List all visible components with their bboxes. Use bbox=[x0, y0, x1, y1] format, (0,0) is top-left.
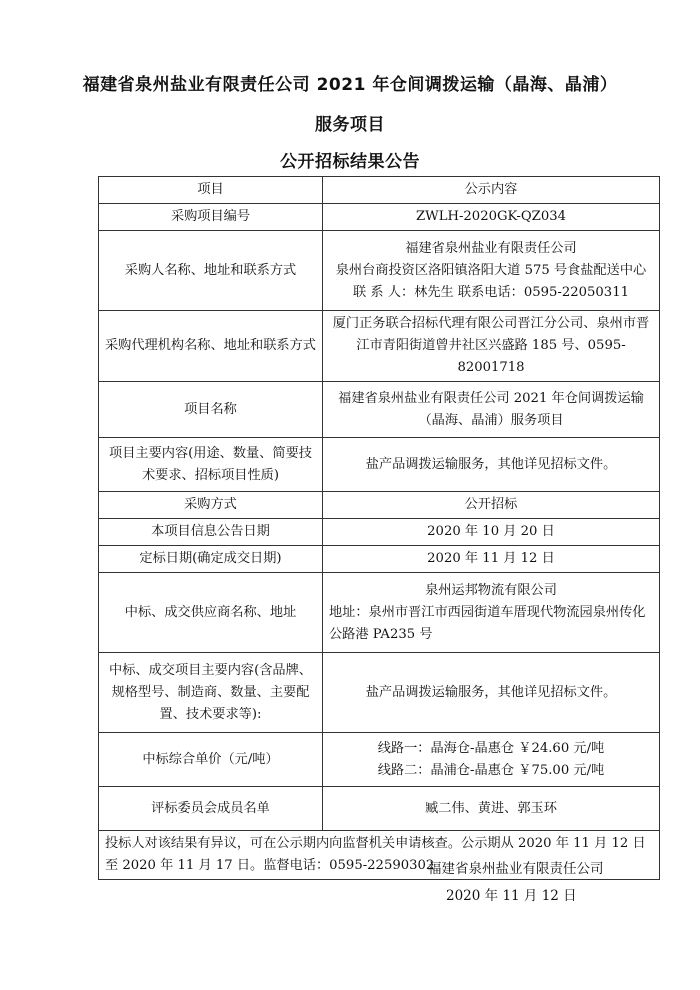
row-label: 评标委员会成员名单 bbox=[99, 787, 323, 831]
document-title-line1: 福建省泉州盐业有限责任公司 2021 年仓间调拨运输（晶海、晶浦） bbox=[82, 75, 618, 95]
table-row bbox=[99, 733, 660, 787]
row-value bbox=[323, 311, 660, 382]
value-line: 泉州运邦物流有限公司 bbox=[425, 582, 557, 598]
row-value bbox=[323, 382, 660, 438]
row-label: 项目主要内容(用途、数量、简要技术要求、招标项目性质) bbox=[99, 438, 323, 492]
table-row bbox=[99, 573, 660, 653]
header-content: 公示内容 bbox=[323, 177, 660, 204]
document-title-line2: 服务项目 bbox=[315, 115, 385, 135]
objection-notice: 投标人对该结果有异议，可在公示期内向监督机关申请核查。公示期从 2020 年 11 月 12 日至 2020 年 11 月 17 日。监督电话：0595-22590302 bbox=[99, 831, 660, 880]
row-value bbox=[323, 204, 660, 231]
table-row bbox=[99, 787, 660, 831]
signature-company: 福建省泉州盐业有限责任公司 bbox=[428, 861, 604, 877]
row-label: 项目名称 bbox=[99, 382, 323, 438]
value-line: 厦门正务联合招标代理有限公司晋江分公司、泉州市晋江市青阳街道曾井社区兴盛路 185 号、0595-82001718 bbox=[332, 316, 650, 375]
value-line: ZWLH-2020GK-QZ034 bbox=[415, 209, 567, 224]
row-value bbox=[323, 546, 660, 573]
table-row bbox=[99, 519, 660, 546]
value-line: 线路一：晶海仓-晶惠仓 ￥24.60 元/吨 bbox=[377, 740, 605, 756]
value-line: 2020 年 10 月 20 日 bbox=[427, 524, 555, 539]
value-line: 2020 年 11 月 12 日 bbox=[427, 551, 555, 566]
row-value bbox=[323, 573, 660, 653]
row-label: 中标综合单价（元/吨） bbox=[99, 733, 323, 787]
row-label: 本项目信息公告日期 bbox=[99, 519, 323, 546]
value-line: 联 系 人：林先生 联系电话：0595-22050311 bbox=[353, 284, 629, 300]
table-row bbox=[99, 311, 660, 382]
row-value bbox=[323, 492, 660, 519]
row-label: 采购项目编号 bbox=[99, 204, 323, 231]
table-row bbox=[99, 204, 660, 231]
table-row bbox=[99, 382, 660, 438]
value-line: 福建省泉州盐业有限责任公司 2021 年仓间调拨运输（晶海、晶浦）服务项目 bbox=[338, 390, 644, 428]
row-label: 采购人名称、地址和联系方式 bbox=[99, 231, 323, 311]
row-label: 中标、成交供应商名称、地址 bbox=[99, 573, 323, 653]
row-label: 定标日期(确定成交日期) bbox=[99, 546, 323, 573]
table-row bbox=[99, 653, 660, 733]
row-label: 中标、成交项目主要内容(含品牌、规格型号、制造商、数量、主要配置、技术要求等): bbox=[99, 653, 323, 733]
row-label: 采购代理机构名称、地址和联系方式 bbox=[99, 311, 323, 382]
row-value bbox=[323, 231, 660, 311]
table-row bbox=[99, 546, 660, 573]
value-line: 福建省泉州盐业有限责任公司 bbox=[405, 240, 577, 256]
row-value bbox=[323, 519, 660, 546]
value-line: 地址：泉州市晋江市西园街道车厝现代物流园泉州传化公路港 PA235 号 bbox=[329, 604, 646, 642]
row-value bbox=[323, 787, 660, 831]
row-value bbox=[323, 653, 660, 733]
value-line: 盐产品调拨运输服务，其他详见招标文件。 bbox=[365, 456, 617, 472]
row-value bbox=[323, 733, 660, 787]
table-row bbox=[99, 492, 660, 519]
signature-date: 2020 年 11 月 12 日 bbox=[446, 888, 577, 904]
value-line: 盐产品调拨运输服务，其他详见招标文件。 bbox=[365, 684, 617, 700]
row-value bbox=[323, 438, 660, 492]
value-line: 泉州台商投资区洛阳镇洛阳大道 575 号食盐配送中心 bbox=[335, 262, 647, 278]
value-line: 公开招标 bbox=[464, 497, 518, 512]
table-header-row bbox=[99, 177, 660, 204]
table-row bbox=[99, 438, 660, 492]
value-line: 线路二：晶浦仓-晶惠仓 ￥75.00 元/吨 bbox=[377, 762, 605, 778]
announcement-table bbox=[98, 176, 660, 880]
row-label: 采购方式 bbox=[99, 492, 323, 519]
table-row bbox=[99, 231, 660, 311]
value-line: 臧二伟、黄进、郭玉环 bbox=[425, 800, 557, 816]
document-subtitle: 公开招标结果公告 bbox=[280, 152, 420, 172]
header-item: 项目 bbox=[99, 177, 323, 204]
